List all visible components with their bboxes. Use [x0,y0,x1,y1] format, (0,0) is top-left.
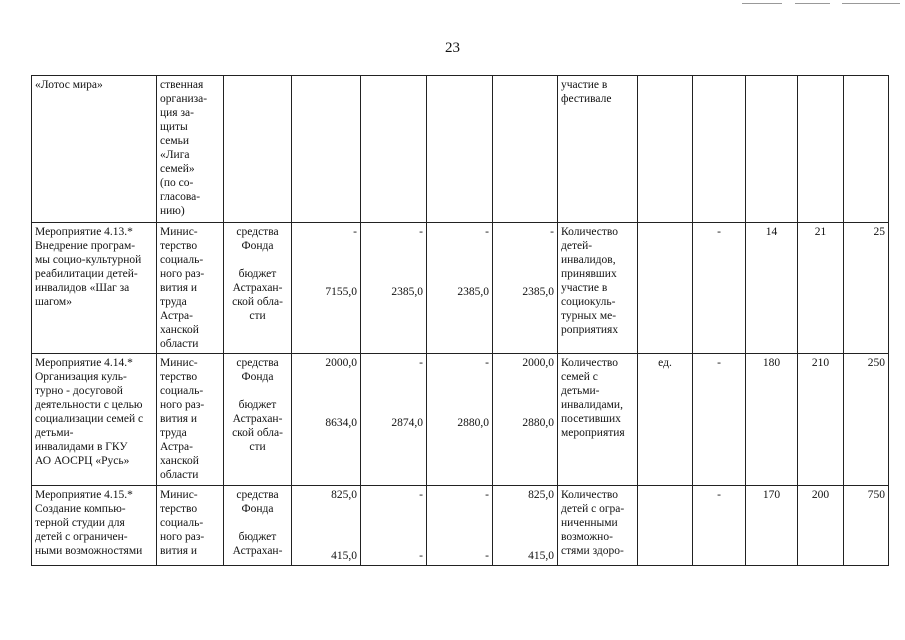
cell-line: Количество [561,226,618,238]
cell-line: мероприятия [561,427,625,439]
cell-line: (по со- [160,177,194,189]
top-rule-1 [742,3,782,4]
top-rule-2 [795,3,830,4]
unit-cell-value [641,488,689,502]
cell-line: ными возможностями [35,545,143,557]
cell-line: фестивале [561,93,612,105]
cell-line: ской обла- [232,427,283,439]
amount-cell [427,486,493,566]
cell-line: области [160,338,199,350]
year-1-cell [746,223,798,354]
cell-line: Мероприятие 4.13.* [35,226,133,238]
cell-line: бюджет [238,531,277,543]
cell-line: нию) [160,205,185,217]
indicator-cell [558,223,638,354]
cell-line: возможно- [561,531,613,543]
cell-line: деятельности с целью [35,399,143,411]
year-1-cell-value [749,78,794,92]
cell-line: роприятиях [561,324,619,336]
cell-line: «Лига [160,149,190,161]
cell-line: инвалидами, [561,399,623,411]
amount-fund: - [550,226,554,238]
cell-line: Количество [561,489,618,501]
cell-line: социаль- [160,517,204,529]
cell-line: Минис- [160,357,198,369]
cell-line: труда [160,296,187,308]
amount-budget: 2880,0 [457,417,489,429]
cell-line: Фонда [241,240,274,252]
table-row [32,76,889,223]
top-rule-3 [842,3,900,4]
activity-cell [32,354,157,486]
amount-cell [427,76,493,223]
table-row [32,354,889,486]
amount-budget [430,92,489,106]
cell-line: инвалидами в ГКУ [35,441,128,453]
cell-line: бюджет [238,399,277,411]
unit-cell-value [641,225,689,239]
cell-line: социаль- [160,254,204,266]
year-2-cell [798,223,844,354]
funding-source-cell [224,486,292,566]
cell-line: Астрахан- [232,413,283,425]
cell-line: области [160,469,199,481]
cell-line: терство [160,240,198,252]
cell-line: терной студии для [35,517,125,529]
year-1-cell [746,354,798,486]
cell-line: детей- [561,240,593,252]
amount-budget: - [485,550,489,562]
amount-fund [295,78,357,92]
cell-line: средства [236,489,279,501]
amount-fund: - [353,226,357,238]
amount-fund [496,78,554,92]
cell-line: вития и [160,282,198,294]
cell-line: социализации семей с [35,413,144,425]
year-3-cell-value: 250 [867,357,885,369]
base-value-cell-value: - [717,489,721,501]
cell-line: Астрахан- [232,545,283,557]
amount-budget [364,92,423,106]
cell-line: средства [236,357,279,369]
cell-line: Минис- [160,489,198,501]
cell-line: Фонда [241,503,274,515]
funding-source-cell [224,76,292,223]
cell-line: детей с ограничен- [35,531,128,543]
cell-line: бюджет [238,268,277,280]
cell-line: шагом» [35,296,72,308]
year-1-cell [746,486,798,566]
year-3-cell [844,223,889,354]
indicator-cell [558,76,638,223]
year-3-cell [844,76,889,223]
cell-line: Внедрение програм- [35,240,136,252]
year-1-cell-value: 180 [762,357,781,369]
cell-line [227,384,288,398]
amount-fund: - [419,226,423,238]
cell-line: посетивших [561,413,621,425]
cell-line: Фонда [241,371,274,383]
table-body [32,76,889,566]
cell-line: Астра- [160,310,193,322]
cell-line: Мероприятие 4.15.* [35,489,133,501]
cell-line: социаль- [160,385,204,397]
cell-line: Астрахан- [232,282,283,294]
indicator-cell [558,354,638,486]
cell-line: ханской [160,324,199,336]
year-1-cell-value: 14 [765,226,778,238]
unit-cell [638,76,693,223]
cell-line: Создание компью- [35,503,126,515]
base-value-cell [693,76,746,223]
amount-fund: 2000,0 [325,357,357,369]
year-2-cell-value: 200 [811,489,830,501]
cell-line: участие в [561,282,608,294]
cell-line [227,516,288,530]
amount-fund: 2000,0 [522,357,554,369]
amount-budget: 2385,0 [522,286,554,298]
cell-line: организа- [160,93,208,105]
year-3-cell-value: 25 [873,226,885,238]
cell-line: семей» [160,163,195,175]
cell-line: турных ме- [561,310,617,322]
amount-cell [427,223,493,354]
cell-line: детей с огра- [561,503,625,515]
cell-line: ного раз- [160,268,205,280]
cell-line: ственная [160,79,204,91]
cell-line: стями здоро- [561,545,624,557]
unit-cell [638,354,693,486]
base-value-cell [693,354,746,486]
program-table [31,75,889,566]
amount-cell [292,486,361,566]
cell-line: ного раз- [160,399,205,411]
funding-source-cell [224,354,292,486]
amount-budget [295,92,357,106]
year-2-cell [798,76,844,223]
cell-line: Минис- [160,226,198,238]
cell-line: «Лотос мира» [35,79,103,91]
cell-line: детьми- [35,427,74,439]
amount-cell [361,223,427,354]
cell-line: инвалидов «Шаг за [35,282,130,294]
year-2-cell [798,486,844,566]
indicator-cell [558,486,638,566]
amount-fund: 825,0 [331,489,357,501]
cell-line: принявших [561,268,617,280]
cell-line: инвалидов, [561,254,616,266]
amount-budget: 2385,0 [457,286,489,298]
amount-cell [292,76,361,223]
amount-fund [430,78,489,92]
amount-budget: 2874,0 [391,417,423,429]
cell-line: ция за- [160,107,194,119]
funding-source-cell [224,223,292,354]
unit-cell-value: ед. [658,357,672,369]
cell-line: щиты [160,121,188,133]
cell-line: турно - досуговой [35,385,123,397]
year-3-cell-value [847,78,885,92]
activity-cell [32,223,157,354]
amount-cell [361,354,427,486]
cell-line: гласова- [160,191,201,203]
amount-cell [493,354,558,486]
amount-cell [292,354,361,486]
year-3-cell [844,354,889,486]
amount-budget: 2880,0 [522,417,554,429]
year-3-cell [844,486,889,566]
cell-line: сти [249,310,266,322]
amount-cell [361,486,427,566]
amount-cell [292,223,361,354]
base-value-cell-value: - [717,226,721,238]
executor-cell [157,76,224,223]
cell-line: ханской [160,455,199,467]
executor-cell [157,354,224,486]
cell-line: детьми- [561,385,600,397]
year-2-cell [798,354,844,486]
executor-cell [157,486,224,566]
cell-line: вития и [160,545,198,557]
activity-cell [32,76,157,223]
cell-line [227,253,288,267]
base-value-cell-value: - [717,357,721,369]
amount-cell [427,354,493,486]
amount-budget: 415,0 [331,550,357,562]
amount-budget: 8634,0 [325,417,357,429]
amount-cell [493,223,558,354]
cell-line: средства [236,226,279,238]
executor-cell [157,223,224,354]
amount-fund: 825,0 [528,489,554,501]
cell-line: АО АОСРЦ «Русь» [35,455,130,467]
base-value-cell [693,486,746,566]
cell-line: вития и [160,413,198,425]
cell-line: Мероприятие 4.14.* [35,357,133,369]
cell-line: ного раз- [160,531,205,543]
amount-fund: - [485,357,489,369]
amount-budget [496,92,554,106]
base-value-cell [693,223,746,354]
amount-cell [493,76,558,223]
cell-line: труда [160,427,187,439]
amount-cell [361,76,427,223]
cell-line: ниченными [561,517,618,529]
unit-cell [638,486,693,566]
year-3-cell-value: 750 [867,489,885,501]
cell-line: реабилитации детей- [35,268,138,280]
cell-line: терство [160,371,198,383]
amount-budget: 415,0 [528,550,554,562]
cell-line: Астра- [160,441,193,453]
cell-line: мы социо-культурной [35,254,142,266]
amount-budget: - [419,550,423,562]
activity-cell [32,486,157,566]
cell-line: участие в [561,79,608,91]
base-value-cell-value [696,78,742,92]
cell-line: социокуль- [561,296,616,308]
amount-budget: 2385,0 [391,286,423,298]
cell-line: сти [249,441,266,453]
cell-line: семей с [561,371,598,383]
year-2-cell-value [801,78,840,92]
cell-line: семьи [160,135,190,147]
year-1-cell-value: 170 [762,489,781,501]
amount-fund: - [419,489,423,501]
cell-line: терство [160,503,198,515]
unit-cell [638,223,693,354]
cell-line: Организация куль- [35,371,127,383]
year-1-cell [746,76,798,223]
amount-fund: - [485,489,489,501]
amount-fund: - [485,226,489,238]
unit-cell-value [641,78,689,92]
page-number: 23 [445,40,460,56]
table-row [32,223,889,354]
amount-fund: - [419,357,423,369]
amount-cell [493,486,558,566]
table-row [32,486,889,566]
cell-line: Количество [561,357,618,369]
year-2-cell-value: 210 [811,357,830,369]
amount-budget: 7155,0 [325,286,357,298]
cell-line: ской обла- [232,296,283,308]
amount-fund [364,78,423,92]
year-2-cell-value: 21 [814,226,827,238]
